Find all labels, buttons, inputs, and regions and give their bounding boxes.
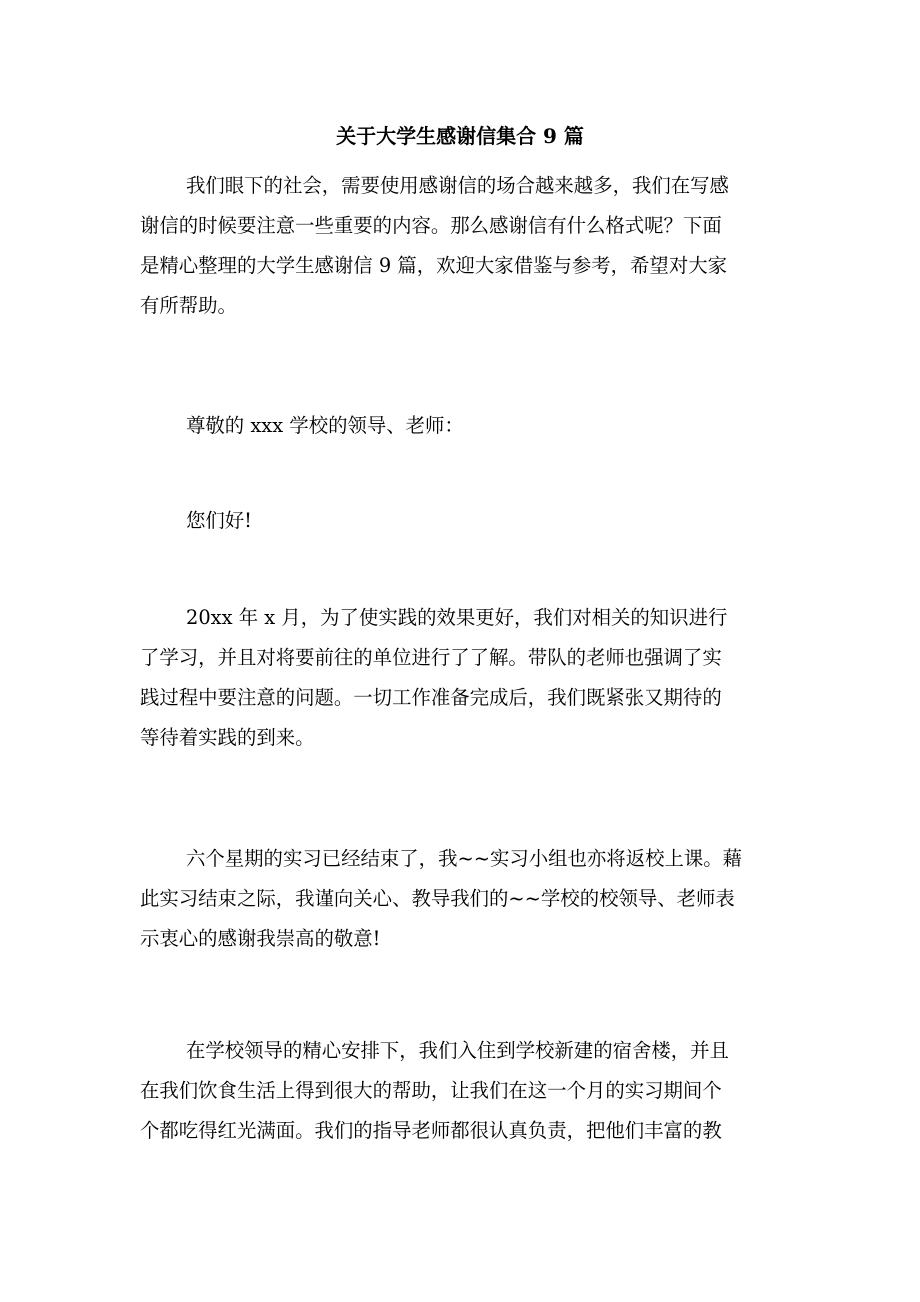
text-line: 示衷心的感谢我崇高的敬意! [140, 927, 381, 950]
text-line: 等待着实践的到来。 [140, 726, 315, 749]
document-title: 关于大学生感谢信集合 9 篇 [336, 124, 584, 148]
text-line: 在我们饮食生活上得到很大的帮助，让我们在这一个月的实习期间个 [140, 1079, 722, 1102]
text-line: 有所帮助。 [140, 294, 237, 317]
school-paragraph [140, 1031, 782, 1151]
text-line: 您们好! [186, 509, 252, 532]
text-line: 六个星期的实习已经结束了，我~~实习小组也亦将返校上课。藉 [186, 847, 743, 870]
text-line: 20xx 年 x 月，为了使实践的效果更好，我们对相关的知识进行 [186, 606, 728, 629]
salutation-paragraph [140, 406, 782, 446]
text-line: 此实习结束之际，我谨向关心、教导我们的~~学校的校领导、老师表 [140, 887, 735, 910]
practice-paragraph [140, 598, 782, 758]
text-line: 践过程中要注意的问题。一切工作准备完成后，我们既紧张又期待的 [140, 686, 722, 709]
text-line: 了学习，并且对将要前往的单位进行了了解。带队的老师也强调了实 [140, 646, 722, 669]
text-line: 尊敬的 xxx 学校的领导、老师： [186, 414, 464, 437]
internship-paragraph [140, 839, 782, 959]
intro-paragraph [140, 166, 782, 326]
text-line: 在学校领导的精心安排下，我们入住到学校新建的宿舍楼，并且 [186, 1039, 729, 1062]
text-line: 个都吃得红光满面。我们的指导老师都很认真负责，把他们丰富的教 [140, 1119, 722, 1142]
greeting-paragraph [140, 501, 782, 541]
text-line: 谢信的时候要注意一些重要的内容。那么感谢信有什么格式呢？下面 [140, 214, 722, 237]
text-line: 是精心整理的大学生感谢信 9 篇，欢迎大家借鉴与参考，希望对大家 [140, 254, 727, 277]
text-line: 我们眼下的社会，需要使用感谢信的场合越来越多，我们在写感 [186, 174, 729, 197]
